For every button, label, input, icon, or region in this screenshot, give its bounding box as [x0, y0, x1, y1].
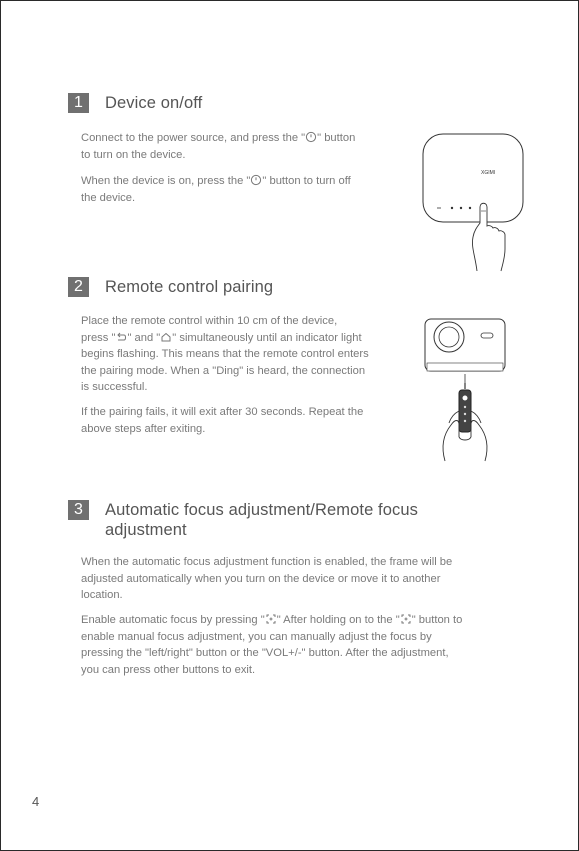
section-number-badge: 3	[68, 500, 89, 520]
focus-icon	[400, 613, 412, 625]
section-3-header	[68, 500, 418, 540]
section-2-header	[68, 277, 273, 297]
page-number: 4	[32, 794, 40, 809]
device-logo: XGIMI	[481, 170, 496, 176]
section-1-paragraph-1: Connect to the power source, and press the " " button to turn on the device.	[81, 132, 356, 161]
section-title: Automatic focus adjustment/Remote focus adjustment	[105, 501, 418, 539]
section-1-header	[68, 93, 202, 113]
section-number-badge: 2	[68, 277, 89, 297]
back-arrow-icon	[115, 331, 127, 343]
power-icon	[305, 131, 317, 143]
section-title: Remote control pairing	[105, 278, 274, 296]
section-2-paragraph-1: Place the remote control within 10 cm of the device, press " " and " " simultaneously until an indicator light begins flashing. This means that the remote control enters the pairing mode. When a "Ding" is heard, the connection is successful.	[81, 315, 369, 394]
section-3-paragraph-2: Enable automatic focus by pressing " " After holding on to the " " button to enable manual focus adjustment, you can manually adjust the focus by pressing the "left/right" button or the "VOL+/-" button. After the adjustment, you can press other buttons to exit.	[81, 614, 463, 676]
power-icon	[250, 174, 262, 186]
home-icon	[160, 331, 172, 343]
section-2-paragraph-2: If the pairing fails, it will exit after 30 seconds. Repeat the above steps after exiting.	[81, 406, 364, 435]
section-title: Device on/off	[105, 94, 203, 112]
device-power-illustration	[419, 131, 527, 273]
focus-icon	[265, 613, 277, 625]
remote-pairing-illustration	[421, 315, 511, 463]
section-number-badge: 1	[68, 93, 89, 113]
section-3-paragraph-1: When the automatic focus adjustment function is enabled, the frame will be adjusted automatically when you turn on the device or move it to another location.	[81, 556, 453, 602]
section-1-paragraph-2: When the device is on, press the " " button to turn off the device.	[81, 175, 351, 204]
